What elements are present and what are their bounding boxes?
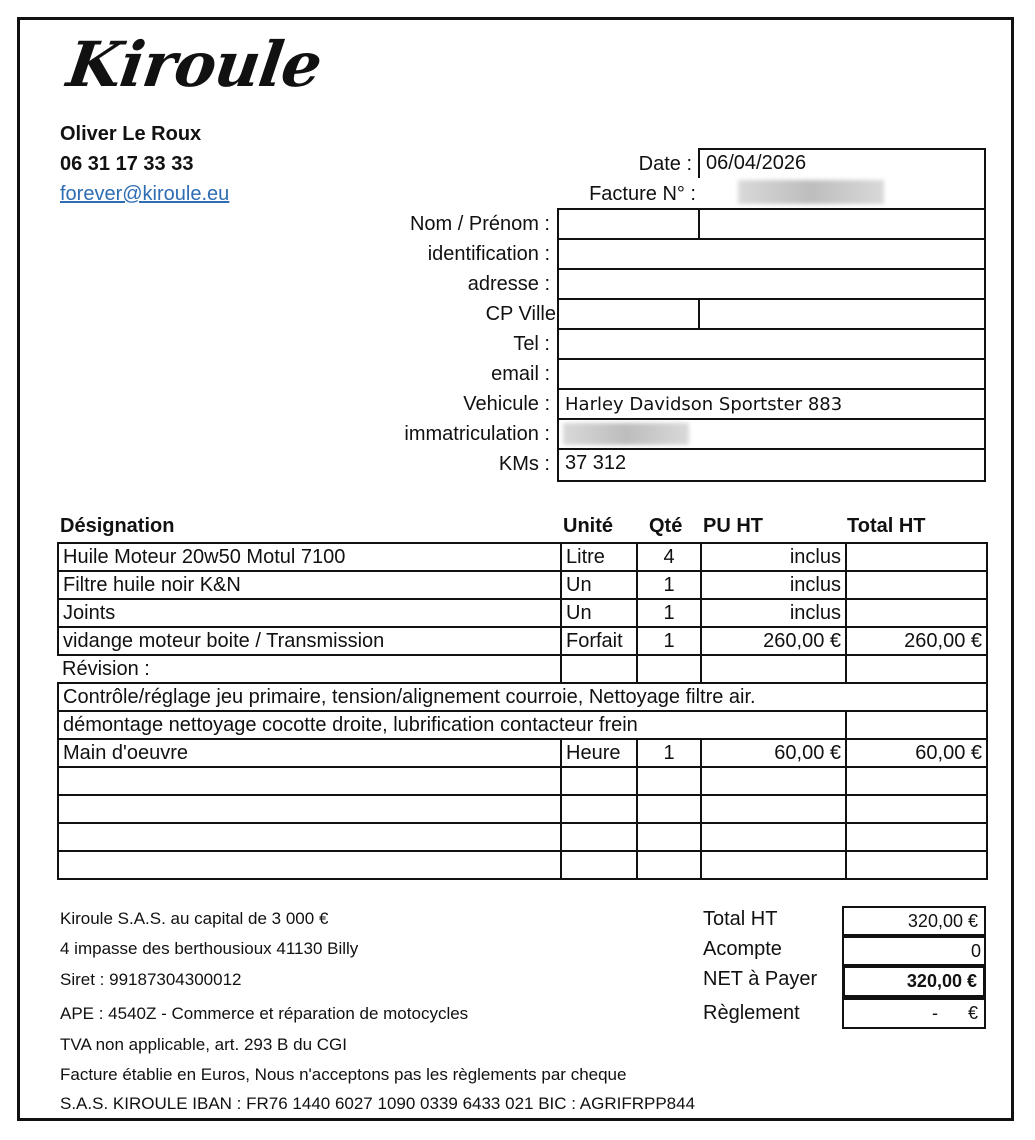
cell-designation [58,851,561,879]
email-field[interactable] [557,358,986,390]
adresse-label: adresse : [467,273,550,295]
cell-total-ht [846,711,987,739]
table-row [58,655,987,683]
contact-name: Oliver Le Roux [60,123,202,145]
cell-unite [561,767,637,795]
nom-field[interactable] [557,208,986,240]
cell-pu-ht: 260,00 € [701,627,846,655]
footer-euros: Facture établie en Euros, Nous n'acceptons pas les règlements par cheque [60,1065,627,1084]
header-designation: Désignation [60,515,175,537]
cell-total-ht [846,795,987,823]
table-row [58,767,987,795]
vehicule-label: Vehicule : [463,393,550,415]
cell-total-ht [846,599,987,627]
table-row [58,543,987,571]
acompte-value[interactable]: 0 [842,936,986,966]
invoice-number-redacted [738,180,884,204]
cell-qte: 4 [637,543,701,571]
table-row [58,711,987,739]
cell-pu-ht [701,655,846,683]
table-row [58,823,987,851]
cell-unite [561,655,637,683]
cell-total-ht: 260,00 € [846,627,987,655]
date-field[interactable] [698,148,986,180]
kms-value: 37 312 [565,452,627,474]
cell-designation: Contrôle/réglage jeu primaire, tension/alignement courroie, Nettoyage filtre air. [58,683,987,711]
net-label: NET à Payer [703,968,818,990]
cp-ville-field[interactable] [557,298,986,330]
identification-label: identification : [427,243,550,265]
cell-total-ht [846,543,987,571]
email-label: email : [491,363,550,385]
total-ht-value: 320,00 € [842,906,986,936]
tel-field[interactable] [557,328,986,360]
cell-qte [637,655,701,683]
cell-qte [637,767,701,795]
identification-field[interactable] [557,238,986,270]
cell-pu-ht [701,767,846,795]
footer-siret: Siret : 99187304300012 [60,970,242,989]
vehicule-field[interactable] [557,388,986,420]
cell-pu-ht: inclus [701,599,846,627]
cell-unite: Un [561,571,637,599]
date-label: Date : [638,153,692,175]
cell-designation: Filtre huile noir K&N [58,571,561,599]
cell-total-ht [846,571,987,599]
header-pu-ht: PU HT [703,515,763,537]
items-table [57,542,988,880]
cell-qte: 1 [637,739,701,767]
vehicule-value: Harley Davidson Sportster 883 [565,394,843,415]
table-row [58,571,987,599]
cell-total-ht [846,655,987,683]
cell-qte: 1 [637,599,701,627]
cell-qte: 1 [637,627,701,655]
cell-pu-ht: 60,00 € [701,739,846,767]
cell-designation: Main d'oeuvre [58,739,561,767]
invoice-number-label: Facture N° : [589,183,696,205]
table-row [58,627,987,655]
footer-tva: TVA non applicable, art. 293 B du CGI [60,1035,347,1054]
cell-qte [637,823,701,851]
cell-qte: 1 [637,571,701,599]
brand-logo: Kiroule [62,28,326,101]
cell-pu-ht [701,823,846,851]
footer-bank: S.A.S. KIROULE IBAN : FR76 1440 6027 1090 0339 6433 021 BIC : AGRIFRPP844 [60,1094,696,1113]
cell-total-ht: 60,00 € [846,739,987,767]
table-row [58,599,987,627]
cell-total-ht [846,851,987,879]
cell-qte [637,851,701,879]
cell-designation [58,795,561,823]
cell-pu-ht: inclus [701,543,846,571]
footer-address: 4 impasse des berthousioux 41130 Billy [60,939,359,958]
cell-pu-ht: inclus [701,571,846,599]
invoice-page [17,17,1014,1121]
adresse-field[interactable] [557,268,986,300]
immatriculation-field[interactable] [557,418,986,450]
cell-designation [58,767,561,795]
cell-designation: démontage nettoyage cocotte droite, lubrification contacteur frein [58,711,846,739]
cp-ville-label: CP Ville [485,303,556,325]
immatriculation-label: immatriculation : [404,423,550,445]
cell-unite: Litre [561,543,637,571]
cell-unite: Forfait [561,627,637,655]
immatriculation-redacted [563,423,689,445]
header-total-ht: Total HT [847,515,926,537]
cell-designation [58,823,561,851]
reglement-label: Règlement [703,1002,800,1024]
table-row [58,851,987,879]
table-row [58,795,987,823]
net-value: 320,00 € [842,965,986,998]
cell-unite [561,823,637,851]
total-ht-label: Total HT [703,908,778,930]
acompte-label: Acompte [703,938,782,960]
footer-capital: Kiroule S.A.S. au capital de 3 000 € [60,909,329,928]
cell-qte [637,795,701,823]
cell-unite: Heure [561,739,637,767]
header-unite: Unité [563,515,613,537]
cell-designation: Joints [58,599,561,627]
footer-ape: APE : 4540Z - Commerce et réparation de motocycles [60,1004,469,1023]
contact-phone: 06 31 17 33 33 [60,153,194,175]
cell-designation: Huile Moteur 20w50 Motul 7100 [58,543,561,571]
cell-designation: vidange moteur boite / Transmission [58,627,561,655]
kms-field[interactable] [557,448,986,482]
cell-unite [561,795,637,823]
cell-designation: Révision : [58,655,561,683]
date-value: 06/04/2026 [706,152,807,174]
cell-total-ht [846,823,987,851]
nom-label: Nom / Prénom : [409,213,550,235]
cell-unite: Un [561,599,637,627]
tel-label: Tel : [513,333,550,355]
table-row [58,739,987,767]
cell-total-ht [846,767,987,795]
cell-pu-ht [701,851,846,879]
cell-unite [561,851,637,879]
cell-pu-ht [701,795,846,823]
table-row [58,683,987,711]
kms-label: KMs : [498,453,550,475]
contact-email-link[interactable]: forever@kiroule.eu [60,183,230,205]
header-qte: Qté [649,515,683,537]
invoice-number-field[interactable] [698,178,986,209]
reglement-value[interactable]: - € [842,998,986,1029]
